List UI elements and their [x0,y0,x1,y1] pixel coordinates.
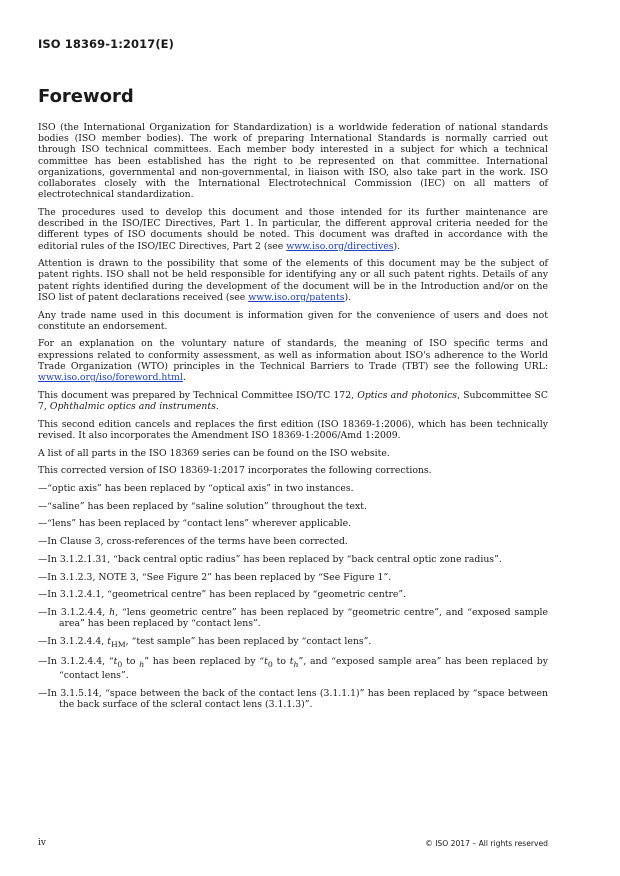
correction-item: —“lens” has been replaced by “contact lens” wherever applicable. [38,518,352,530]
document-identifier: ISO 18369-1:2017(E) [38,37,174,51]
correction-item: —In 3.1.5.14, “space between the back of the contact lens (3.1.1.1)” has been replaced by “space between the back surface of the scleral contact lens (3.1.1.3)”. [38,688,548,711]
paragraph-corrections-intro: This corrected version of ISO 18369-1:2017 incorporates the following corrections. [38,465,432,477]
copyright-notice: © ISO 2017 – All rights reserved [425,839,548,848]
correction-item: —“saline” has been replaced by “saline solution” throughout the text. [38,500,367,512]
correction-item: —In 3.1.2.4.4, h, “lens geometric centre” has been replaced by “geometric centre”, and “exposed sample area” has been replaced by “contact lens”. [38,606,548,630]
paragraph-iso-intro: ISO (the International Organization for Standardization) is a worldwide federation of national standards bodies (ISO member bodies). The work of preparing International Standards is normally carried out through ISO technical committees. Each member body interested in a subject for which a technical committee has been established has the right to be represented on that committee. International organizations, governmental and non-governmental, in liaison with ISO, also take part in the work. ISO collaborates closely with the International Electrotechnical Commission (IEC) on all matters of electrotechnical standardization. [38,122,548,201]
correction-item: —In 3.1.2.4.1, “geometrical centre” has been replaced by “geometric centre”. [38,589,407,601]
paragraph-voluntary-nature: For an explanation on the voluntary nature of standards, the meaning of ISO specific terms and expressions related to conformity assessment, as well as information about ISO's adherence to the World Trade Organization (WTO) principles in the Technical Barriers to Trade (TBT) see the following URL: www.iso.org/iso/foreword.html. [38,338,548,384]
link-patents[interactable]: www.iso.org/patents [248,291,345,303]
link-foreword[interactable]: www.iso.org/iso/foreword.html [38,372,183,384]
link-directives[interactable]: www.iso.org/directives [286,240,394,252]
section-title: Foreword [38,86,134,107]
foreword-body [38,122,548,717]
correction-item: —In 3.1.2.1.31, “back central optic radius” has been replaced by “back central optic zone radius”. [38,553,502,565]
correction-item: —In Clause 3, cross-references of the terms have been corrected. [38,536,348,548]
correction-item: —“optic axis” has been replaced by “optical axis” in two instances. [38,482,354,494]
page-number: iv [38,838,46,848]
correction-item: —In 3.1.2.4.4, $t_{HM}$, “test sample” has been replaced by “contact lens”. [38,635,372,649]
paragraph-committee: This document was prepared by Technical Committee ISO/TC 172, Optics and photonics, Subcommittee SC 7, Ophthalmic optics and instruments. [38,389,548,412]
paragraph-patents: Attention is drawn to the possibility that some of the elements of this document may be the subject of patent rights. ISO shall not be held responsible for identifying any or all such patent rights. Details of any patent rights identified during the development of the document will be in the Introduction and/or on the ISO list of patent declarations received (see www.iso.org/patents). [38,258,548,303]
correction-item: —In 3.1.2.4.4, “$t_0$ to $_h$” has been replaced by “$t_0$ to $t_h$”, and “exposed sample area” has been replaced by “contact lens”. [38,656,548,682]
document-page [38,0,548,876]
paragraph-trade-name: Any trade name used in this document is information given for the convenience of users and does not constitute an endorsement. [38,309,548,332]
paragraph-series: A list of all parts in the ISO 18369 series can be found on the ISO website. [38,447,390,459]
paragraph-directives: The procedures used to develop this document and those intended for its further maintenance are described in the ISO/IEC Directives, Part 1. In particular, the different approval criteria needed for the different types of ISO documents should be noted. This document was drafted in accordance with the editorial rules of the ISO/IEC Directives, Part 2 (see www.iso.org/directives). [38,206,548,252]
correction-item: —In 3.1.2.3, NOTE 3, “See Figure 2” has been replaced by “See Figure 1”. [38,571,392,583]
paragraph-edition: This second edition cancels and replaces the first edition (ISO 18369-1:2006), which has been technically revised. It also incorporates the Amendment ISO 18369-1:2006/Amd 1:2009. [38,418,548,441]
